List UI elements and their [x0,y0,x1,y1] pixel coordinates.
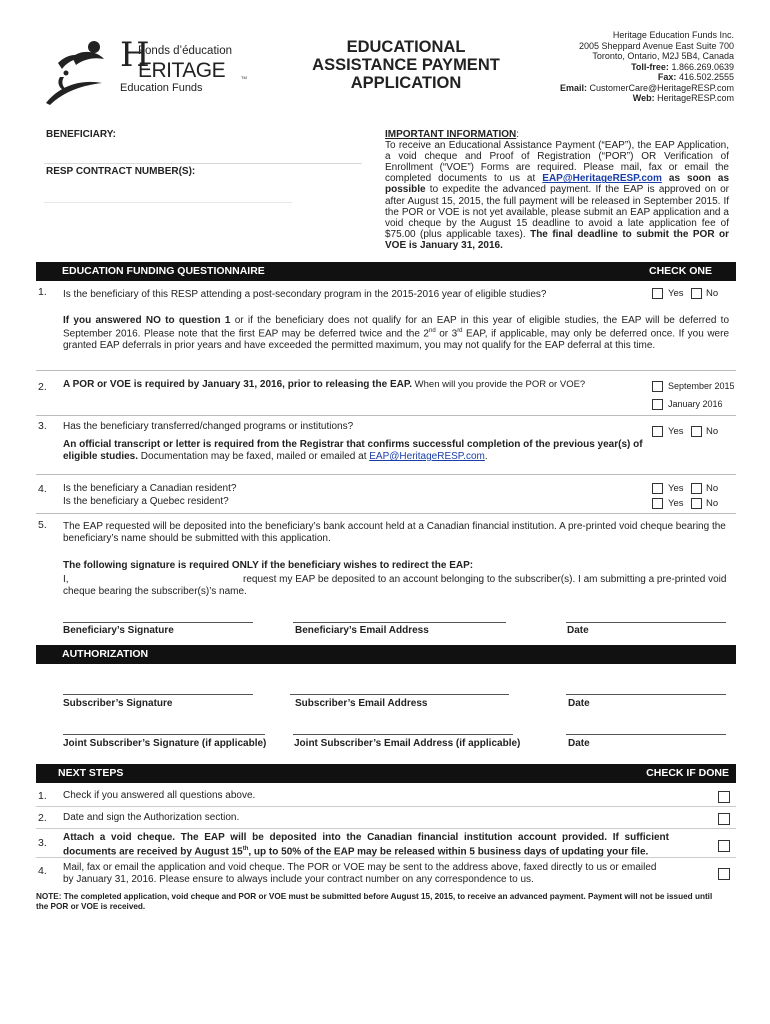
step-3-number: 3. [38,837,47,849]
q4b-text: Is the beneficiary a Quebec resident? [63,496,229,507]
q3-period: . [484,451,488,462]
q3-yes-label: Yes [668,426,684,437]
q5-text: The EAP requested will be deposited into the beneficiary’s bank account held at a Canadian financial institution. A pre-printed void cheque bearing the beneficiary’s name should be submitted with this application. [63,521,726,544]
title-line-1: EDUCATIONAL [346,38,466,56]
divider-q4 [36,513,736,514]
email-label: Email: [559,82,587,93]
questionnaire-header-bar [36,262,736,281]
logo-tm: TM [241,75,247,80]
email-value[interactable]: CustomerCare@HeritageRESP.com [589,82,734,93]
step-4-checkbox[interactable] [718,868,730,880]
q1-deferral-note [63,315,729,351]
q1-text: Is the beneficiary of this RESP attending a post-secondary program in the 2015-2016 year of eligible studies? [63,289,547,300]
q2-number: 2. [38,381,47,393]
joint-signature-line[interactable] [63,734,265,735]
check-if-done-label: CHECK IF DONE [646,767,729,779]
beneficiary-signature-label: Beneficiary’s Signature [63,625,174,636]
step-3-th: th [242,845,249,852]
next-steps-title: NEXT STEPS [58,767,124,779]
tollfree-label: Toll-free: [631,61,669,72]
joint-date-line[interactable] [566,734,726,735]
q2-rest: When will you provide the POR or VOE? [412,379,586,390]
subscriber-date-label: Date [568,698,590,709]
beneficiary-field-line[interactable] [44,163,362,164]
contact-tollfree [560,62,734,73]
q3-note-rest: Documentation may be faxed, mailed or emailed at [138,451,370,462]
beneficiary-date-label: Date [567,625,589,636]
check-one-label: CHECK ONE [648,265,712,277]
q4b-no-checkbox[interactable] [691,498,702,509]
important-information [385,129,729,251]
beneficiary-email-label: Beneficiary’s Email Address [295,625,429,636]
tollfree-value: 1.866.269.0639 [671,61,734,72]
redirect-text: request my EAP be deposited to an account belonging to the subscriber(s). I am submitting a pre-printed void cheque bearing the subscriber(s)’s name. [63,574,727,597]
important-final-deadline: The final deadline to submit the POR or VOE is January 31, 2016. [385,228,729,251]
important-colon: : [516,129,520,140]
step-1-number: 1. [38,790,47,802]
joint-signature-label: Joint Subscriber’s Signature (if applicable) [63,738,267,749]
joint-email-line[interactable] [293,734,513,735]
q4a-no-checkbox[interactable] [691,483,702,494]
q1-yes-label: Yes [668,288,684,299]
authorization-header-bar [36,645,736,664]
step-3-checkbox[interactable] [718,840,730,852]
redirect-i: I, [63,574,69,585]
q4b-yes-label: Yes [668,498,684,509]
q1-note-nd: nd [429,328,436,335]
q5-number: 5. [38,519,47,531]
q3-text: Has the beneficiary transferred/changed programs or institutions? [63,421,354,432]
divider-q3 [36,474,736,475]
important-heading: IMPORTANT INFORMATION [385,129,517,140]
contact-block [560,30,734,104]
q1-number: 1. [38,286,47,298]
beneficiary-label: BENEFICIARY: [46,129,116,140]
q1-no-checkbox[interactable] [691,288,702,299]
q4-number: 4. [38,483,47,495]
subscriber-email-label: Subscriber’s Email Address [295,698,428,709]
contract-field-line[interactable] [44,202,292,203]
q1-yes-checkbox[interactable] [652,288,663,299]
subscriber-email-line[interactable] [290,694,509,695]
q3-note-bold: An official transcript or letter is required from the Registrar that confirms successful completion of the previous year(s) of eligible studies. [63,439,643,462]
q3-no-label: No [706,426,719,437]
title-line-3: APPLICATION [350,74,462,92]
q2-text [63,379,585,390]
beneficiary-date-line[interactable] [566,622,726,623]
redirect-heading: The following signature is required ONLY if the beneficiary wishes to redirect the EAP: [63,560,474,571]
q2-bold: A POR or VOE is required by January 31, 2016, prior to releasing the EAP. [63,379,413,390]
step-1-text: Check if you answered all questions above. [63,790,256,801]
important-text-1: To receive an Educational Assistance Payment (“EAP”), the EAP Application, a void cheque and Proof of Registration (“POR”) OR Verification of Enrollment (“VOE”) Forms are required. Please mail, fax or email the completed documents to us at [385,140,729,185]
q4a-no-label: No [706,483,719,494]
step-3-text [63,832,669,857]
q1-no-label: No [706,288,719,299]
contact-address-1: 2005 Sheppard Avenue East Suite 700 [579,40,734,51]
q3-yes-checkbox[interactable] [652,426,663,437]
logo-h-letter: H [120,35,150,75]
divider-q2 [36,415,736,416]
step-2-text: Date and sign the Authorization section. [63,812,240,823]
q4a-yes-label: Yes [668,483,684,494]
step-4-text: Mail, fax or email the application and void cheque. The POR or VOE may be sent to the address above, faxed directly to us or emailed by January 31, 2016. Please ensure to always include your contract number on any correspondence to us. [63,862,657,885]
q2-january-checkbox[interactable] [652,399,663,410]
q1-note-a: or if the beneficiary does not qualify for an EAP in this year of eligible studies, the EAP will be deferred to September 2016. Please note that the first EAP may be deferred twice and the 2 [63,315,730,340]
q4a-text: Is the beneficiary a Canadian resident? [63,483,237,494]
divider-step-2 [36,828,736,829]
fax-label: Fax: [657,72,677,82]
logo-education-funds: Education Funds [120,82,203,94]
q1-note-c: EAP, if applicable, may only be deferred once. If you were granted EAP deferrals in prior years and have exceeded the permitted maximum, you may not qualify for the EAP deferral at this time. [63,328,730,351]
contract-label: RESP CONTRACT NUMBER(S): [46,166,196,177]
web-value[interactable]: HeritageRESP.com [657,93,734,103]
q4a-yes-checkbox[interactable] [652,483,663,494]
q3-no-checkbox[interactable] [691,426,702,437]
divider-step-1 [36,806,736,807]
step-3-text-b: , up to 50% of the EAP may be released within 5 business days of updating your file. [248,845,649,857]
step-4-number: 4. [38,865,47,877]
joint-email-label: Joint Subscriber’s Email Address (if applicable) [294,738,521,749]
heritage-logo [42,35,257,107]
questionnaire-title: EDUCATION FUNDING QUESTIONNAIRE [62,265,265,277]
title-line-2: ASSISTANCE PAYMENT [312,56,500,74]
contact-fax [560,72,734,83]
q2-september-checkbox[interactable] [652,381,663,392]
q4b-no-label: No [706,498,719,509]
subscriber-signature-line[interactable] [63,694,253,695]
step-2-number: 2. [38,812,47,824]
authorization-title: AUTHORIZATION [62,648,149,660]
important-as-soon: as soon as possible [385,173,730,196]
submission-note: NOTE: The completed application, void cheque and POR or VOE must be submitted before August 15, 2015, to receive an advanced payment. Payment will not be issued until the POR or VOE is received. [36,892,713,911]
joint-date-label: Date [568,738,590,749]
q4b-yes-checkbox[interactable] [652,498,663,509]
q2-january-label: January 2016 [668,399,723,409]
divider-q1 [36,370,736,371]
contact-address-2: Toronto, Ontario, M2J 5B4, Canada [592,51,734,61]
logo-heritage-text: ERITAGE [138,59,226,82]
q3-transcript-note [63,439,643,463]
q2-september-label: September 2015 [668,381,735,391]
q1-note-b: or 3 [435,328,458,340]
beneficiary-email-line[interactable] [293,622,506,623]
web-label: Web: [632,93,655,103]
step-2-checkbox[interactable] [718,813,730,825]
logo-figure-icon [42,37,117,107]
logo-fonds-text: Fonds d’éducation [138,45,232,57]
important-text-2: to expedite the advanced payment. If the EAP is approved on or after August 15, 2015, the full payment will be released in September 2015. If the POR or VOE is not yet available, please submit an EAP application and a void cheque by the August 15 deadline to avoid a late application fee of $75.00 (plus applicable taxes). [385,184,729,240]
q1-note-rd: rd [457,328,463,335]
q3-email-link[interactable]: EAP@HeritageRESP.com [369,451,485,462]
q1-note-bold: If you answered NO to question 1 [63,315,231,326]
step-1-checkbox[interactable] [718,791,730,803]
contact-company: Heritage Education Funds Inc. [612,30,734,40]
q3-number: 3. [38,420,47,432]
next-steps-header-bar [36,764,736,783]
important-email-link[interactable]: EAP@HeritageRESP.com [542,173,662,185]
fax-value: 416.502.2555 [678,72,734,82]
beneficiary-signature-line[interactable] [63,622,253,623]
step-3-text-a: Attach a void cheque. The EAP will be deposited into the Canadian financial institution account provided. If sufficient documents are received by August 15 [63,832,669,857]
contact-web [560,93,734,104]
contact-email [560,83,734,94]
divider-step-3 [36,857,736,858]
form-title [296,38,516,92]
subscriber-signature-label: Subscriber’s Signature [63,698,173,709]
subscriber-date-line[interactable] [566,694,726,695]
